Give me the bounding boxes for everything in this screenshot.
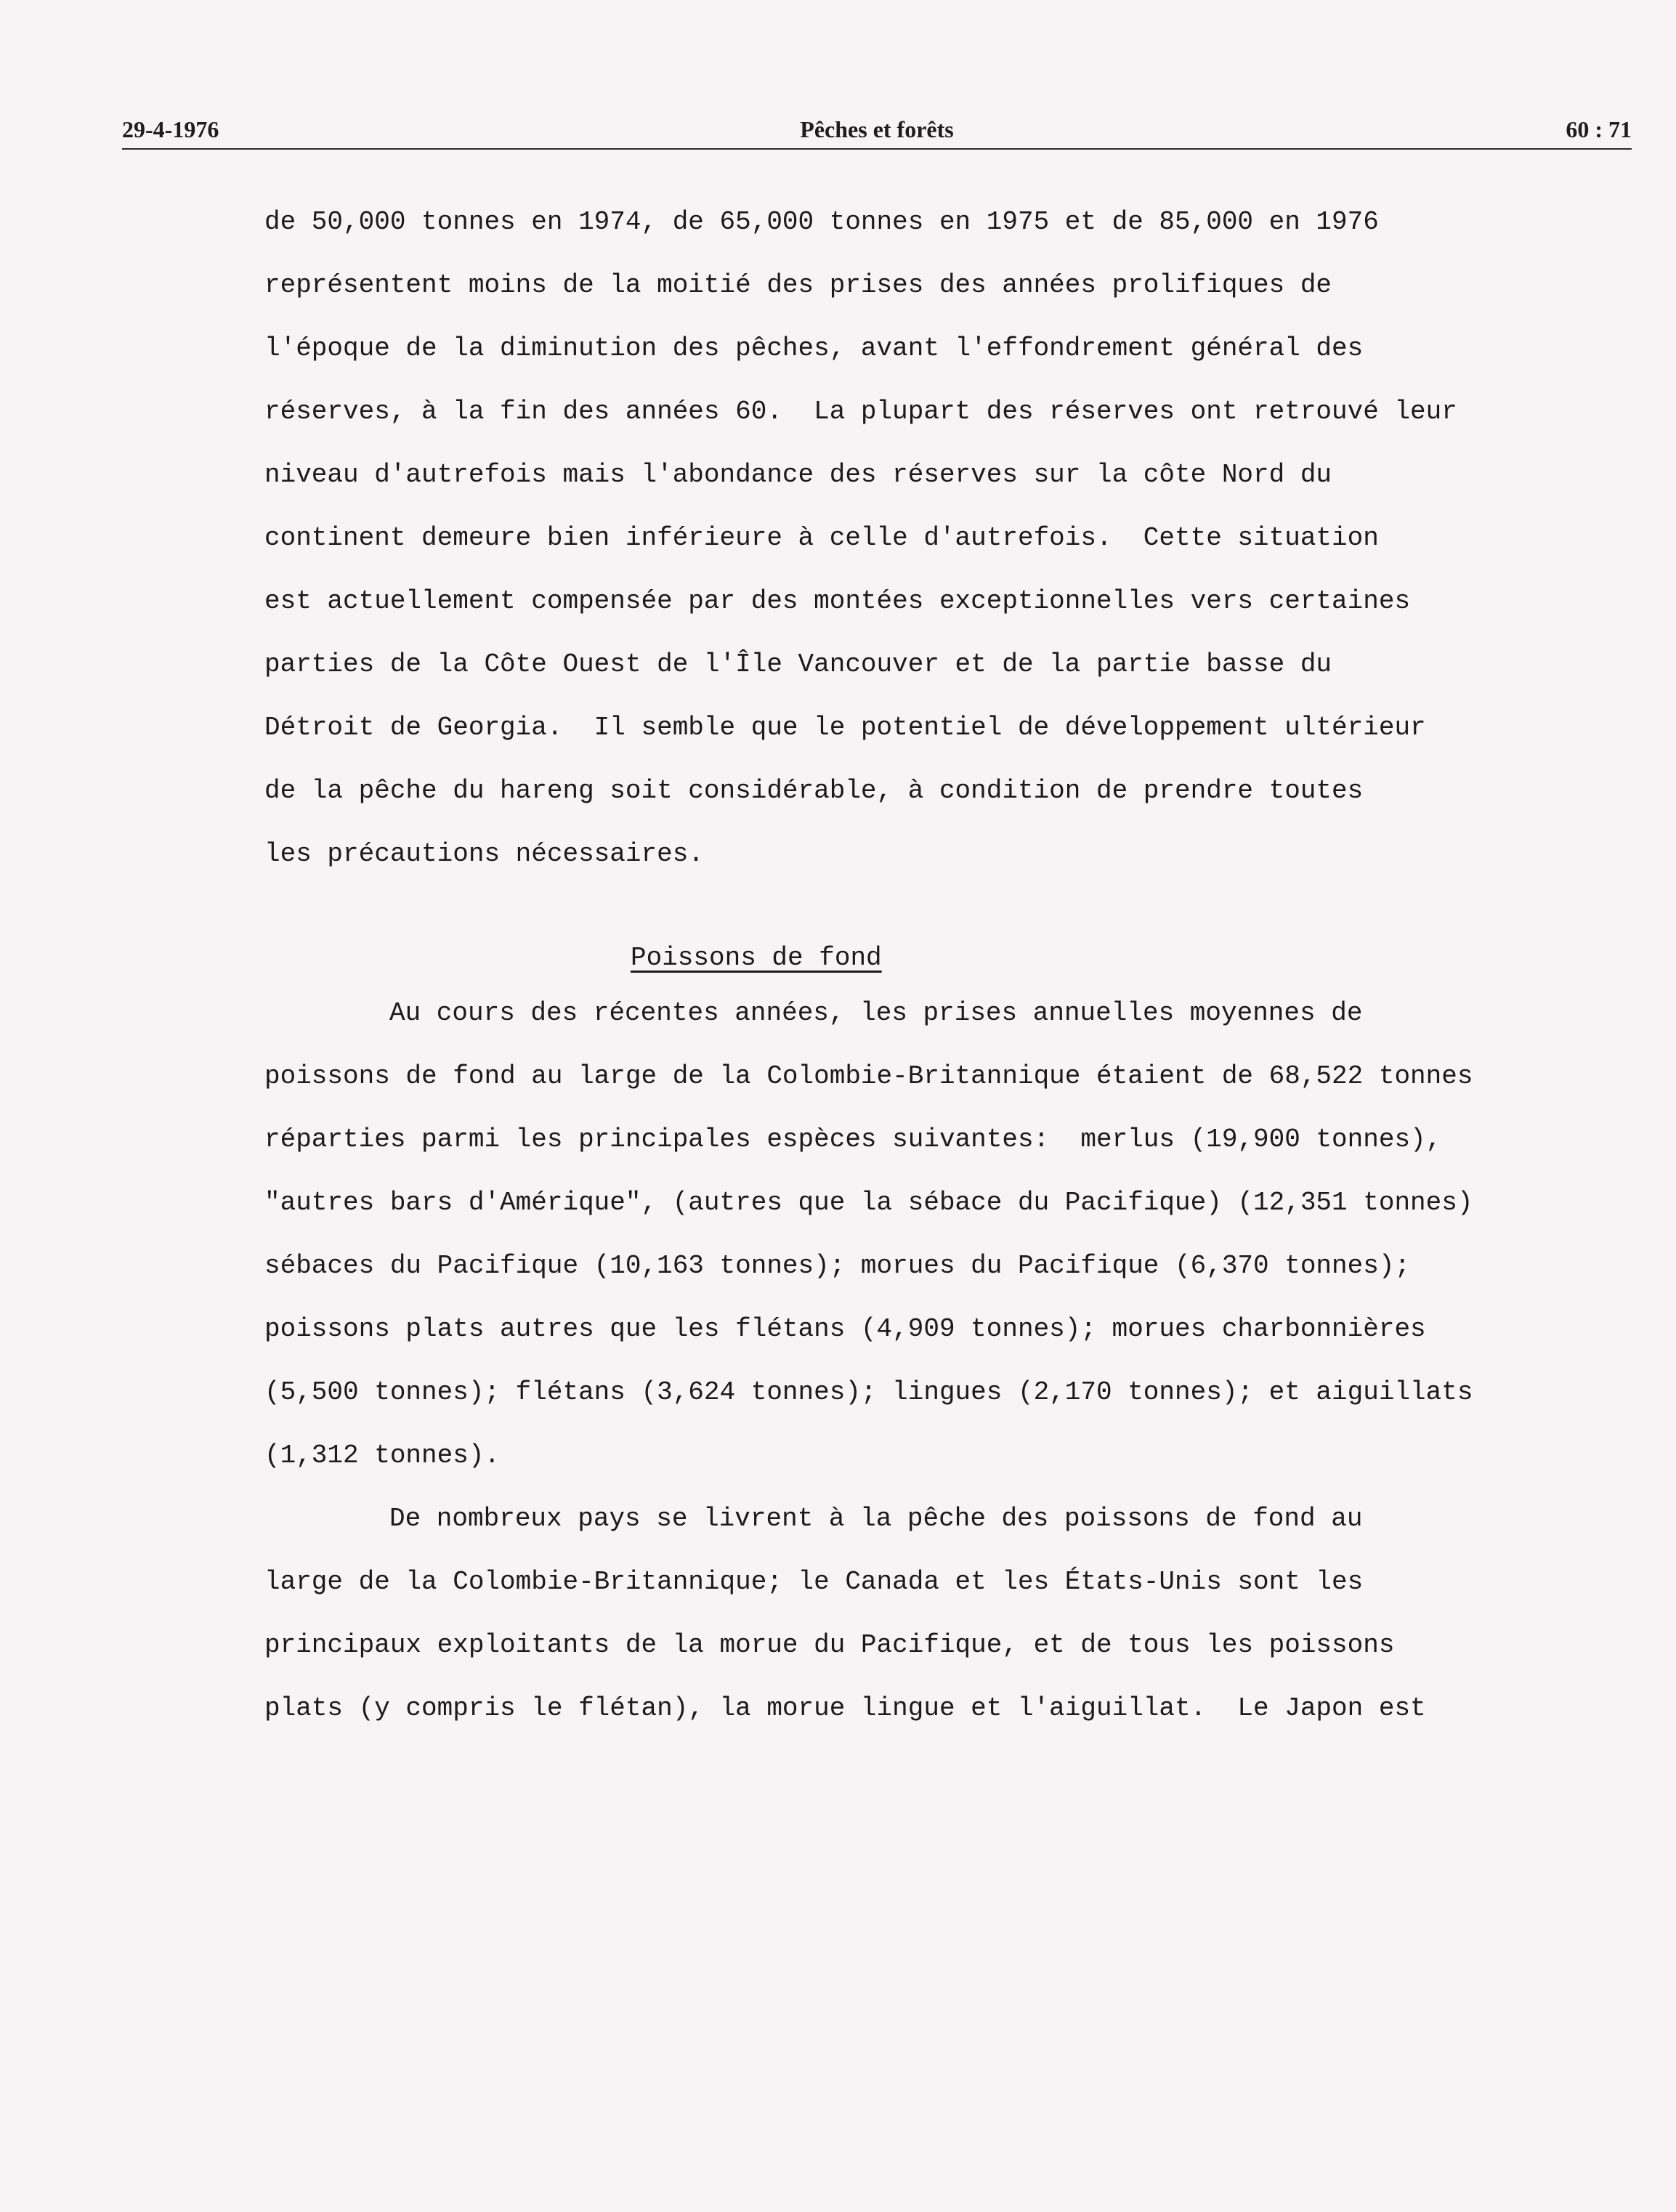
text-line: sébaces du Pacifique (10,163 tonnes); morues du Pacifique (6,370 tonnes); [264, 1251, 1411, 1281]
text-line: représentent moins de la moitié des prises des années prolifiques de [264, 270, 1332, 300]
text-line: les précautions nécessaires. [264, 839, 704, 869]
text-line: continent demeure bien inférieure à celle d'autrefois. Cette situation [264, 523, 1379, 553]
text-line: large de la Colombie-Britannique; le Canada et les États-Unis sont les [264, 1567, 1364, 1597]
text-line: réparties parmi les principales espèces suivantes: merlus (19,900 tonnes), [264, 1125, 1442, 1154]
text-line: réserves, à la fin des années 60. La plupart des réserves ont retrouvé leur [264, 397, 1457, 426]
header-date: 29-4-1976 [122, 116, 219, 142]
header-journal-title: Pêches et forêts [800, 116, 954, 142]
text-line: niveau d'autrefois mais l'abondance des réserves sur la côte Nord du [264, 460, 1332, 490]
text-line: De nombreux pays se livrent à la pêche des poissons de fond au [389, 1504, 1363, 1534]
body-text [264, 0, 1473, 1723]
text-line: de la pêche du hareng soit considérable, à condition de prendre toutes [264, 776, 1364, 806]
text-line: Au cours des récentes années, les prises annuelles moyennes de [389, 998, 1363, 1028]
text-line: l'époque de la diminution des pêches, avant l'effondrement général des [264, 333, 1364, 363]
text-line: poissons plats autres que les flétans (4,909 tonnes); morues charbonnières [264, 1314, 1426, 1344]
text-line: "autres bars d'Amérique", (autres que la sébace du Pacifique) (12,351 tonnes) [264, 1188, 1473, 1218]
section-heading: Poissons de fond [631, 943, 882, 973]
text-line: (1,312 tonnes). [264, 1441, 501, 1470]
text-line: principaux exploitants de la morue du Pacifique, et de tous les poissons [264, 1630, 1395, 1660]
text-line: est actuellement compensée par des montées exceptionnelles vers certaines [264, 586, 1411, 616]
text-line: Détroit de Georgia. Il semble que le potentiel de développement ultérieur [264, 713, 1426, 742]
text-line: plats (y compris le flétan), la morue lingue et l'aiguillat. Le Japon est [264, 1693, 1426, 1723]
text-line: de 50,000 tonnes en 1974, de 65,000 tonnes en 1975 et de 85,000 en 1976 [264, 207, 1379, 237]
header-page-number: 60 : 71 [1566, 116, 1632, 142]
text-line: poissons de fond au large de la Colombie-Britannique étaient de 68,522 tonnes [264, 1061, 1473, 1091]
text-line: parties de la Côte Ouest de l'Île Vancouver et de la partie basse du [264, 649, 1332, 679]
text-line: (5,500 tonnes); flétans (3,624 tonnes); lingues (2,170 tonnes); et aiguillats [264, 1377, 1473, 1407]
